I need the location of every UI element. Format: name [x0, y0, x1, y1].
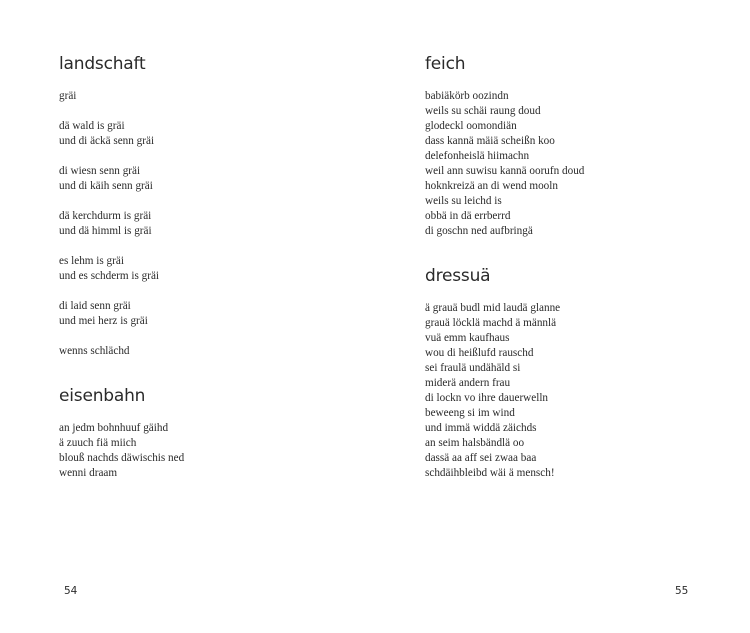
poem-line: und di äckä senn gräi [59, 135, 155, 147]
poem-line: miderä andern frau [425, 377, 511, 389]
stanza [59, 254, 184, 284]
poem-line: und dä himml is gräi [59, 225, 152, 237]
poem-line: wenns schlächd [59, 345, 130, 357]
poem-line: di goschn ned aufbringä [425, 225, 533, 237]
poem-landschaft [59, 89, 184, 359]
poem-line: di laid senn gräi [59, 300, 131, 312]
poem-line: wenni draam [59, 467, 118, 479]
poem-line: an seim halsbändlä oo [425, 437, 525, 449]
poem-title-dressua: dressuä [425, 266, 491, 286]
poem-line: vuä emm kaufhaus [425, 332, 510, 344]
poem-line: dä wald is gräi [59, 120, 125, 132]
stanza [59, 119, 184, 149]
poem-line: weils su leichd is [425, 195, 502, 207]
poem-line: es lehm is gräi [59, 255, 124, 267]
stanza [59, 344, 184, 359]
poem-title-feich: feich [425, 54, 466, 74]
poem-line: schdäihbleibd wäi ä mensch! [425, 467, 555, 479]
left-page-text [59, 53, 184, 496]
page-number: 55 [675, 585, 689, 597]
stanza [59, 89, 184, 104]
poem-line: und immä widdä zäichds [425, 422, 537, 434]
poem-feich [425, 89, 584, 239]
poem-line: weils su schäi raung doud [425, 105, 541, 117]
poem-line: wou di heißlufd rauschd [425, 347, 534, 359]
poem-line: an jedm bohnhuuf gäihd [59, 422, 169, 434]
poem-dressua [425, 301, 584, 481]
stanza [59, 164, 184, 194]
stanza [425, 301, 584, 481]
page-number: 54 [64, 585, 78, 597]
poem-line: ä zuuch fiä miich [59, 437, 137, 449]
poem-line: delefonheislä hiimachn [425, 150, 530, 162]
poem-line: di lockn vo ihre dauerwelln [425, 392, 549, 404]
poem-title-landschaft: landschaft [59, 54, 146, 74]
stanza [59, 299, 184, 329]
poem-line: weil ann suwisu kannä oorufn doud [425, 165, 585, 177]
poem-line: hoknkreizä an di wend mooln [425, 180, 558, 192]
poem-line: gräi [59, 90, 77, 102]
poem-line: obbä in dä errberrd [425, 210, 511, 222]
poem-line: grauä löcklä machd ä männlä [425, 317, 557, 329]
poem-line: ä grauä budl mid laudä glanne [425, 302, 561, 314]
poem-line: und di käih senn gräi [59, 180, 153, 192]
poem-line: blouß nachds däwischis ned [59, 452, 185, 464]
poem-eisenbahn [59, 421, 184, 481]
poem-line: babiäkörb oozindn [425, 90, 509, 102]
stanza [59, 421, 184, 481]
poem-line: glodeckl oomondiän [425, 120, 517, 132]
poem-line: di wiesn senn gräi [59, 165, 141, 177]
poem-line: dassä aa aff sei zwaa baa [425, 452, 537, 464]
poem-line: sei fraulä undähäld si [425, 362, 521, 374]
stanza [425, 89, 584, 239]
poem-line: und mei herz is gräi [59, 315, 148, 327]
right-page [375, 0, 750, 633]
poem-line: dass kannä mäiä scheißn koo [425, 135, 555, 147]
stanza [59, 209, 184, 239]
right-page-text [425, 53, 584, 496]
poem-title-eisenbahn: eisenbahn [59, 386, 146, 406]
poem-line: beweeng si im wind [425, 407, 515, 419]
poem-line: und es schderm is gräi [59, 270, 160, 282]
poem-line: dä kerchdurm is gräi [59, 210, 152, 222]
